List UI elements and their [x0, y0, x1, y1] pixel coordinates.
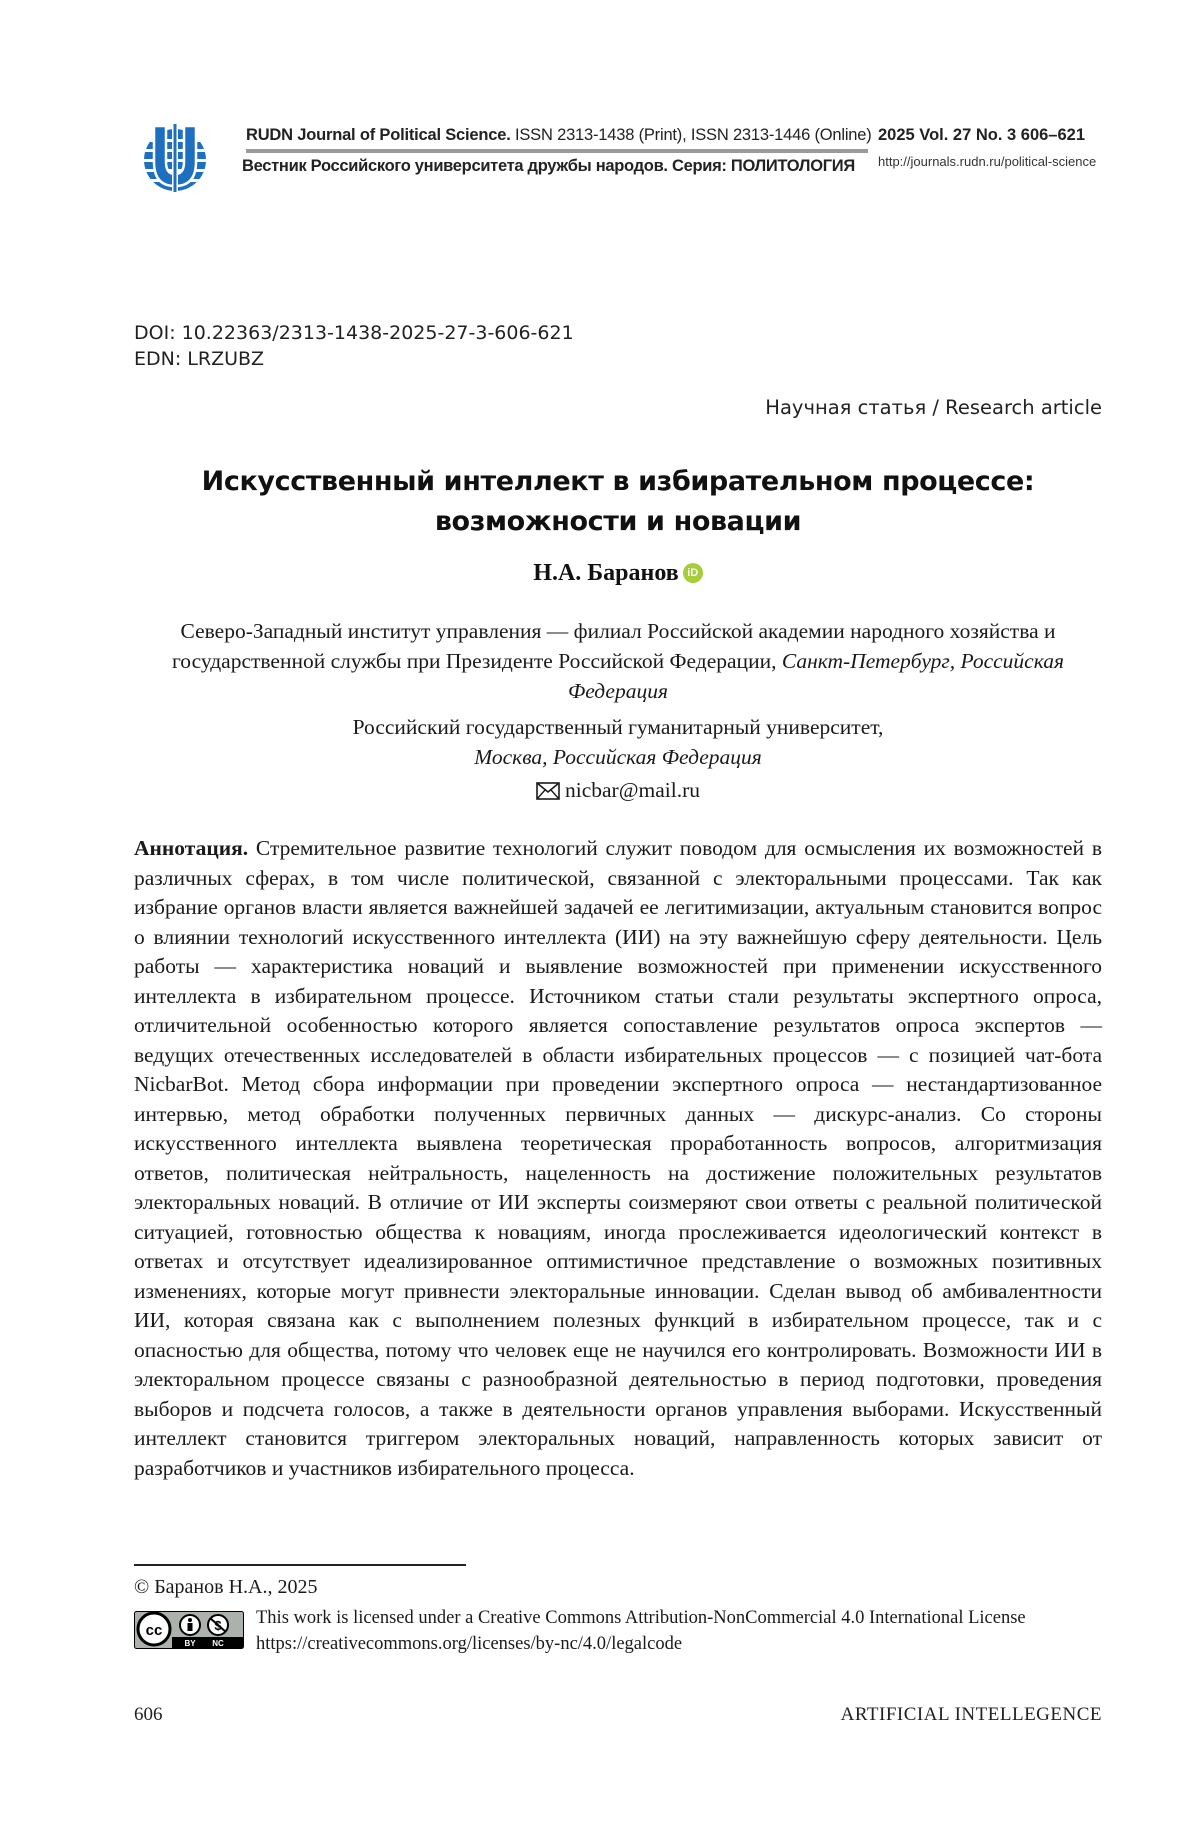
abstract	[134, 834, 1102, 1483]
author	[134, 560, 1102, 587]
abstract-text: Стремительное развитие технологий служит поводом для осмысления их возможностей в различных сферах, в том числе политической, связанной с электоральными процессами. Так как избрание органов власти является важнейшей задачей ее легитимизации, актуальным становится вопрос о влиянии технологий искусственного интеллекта (ИИ) на эту важнейшую сферу деятельности. Цель работы — характеристика новаций и выявление возможностей при применении искусственного интеллекта в избирательном процессе. Источником статьи стали результаты экспертного опроса, отличительной особенностью которого является сопоставление результатов опроса экспертов — ведущих отечественных исследователей в области избирательных процессов — с позицией чат-бота NicbarBot. Метод сбора информации при проведении экспертного опроса — нестандартизованное интервью, метод обработки полученных первичных данных — дискурс-анализ. Со стороны искусственного интеллекта выявлена теоретическая проработанность вопросов, алгоритмизация ответов, политическая нейтральность, нацеленность на достижение положительных результатов электоральных новаций. В отличие от ИИ эксперты соизмеряют свои ответы с реальной политической ситуацией, готовностью общества к новациям, иногда прослеживается идеологический контекст в ответах и отсутствует идеализированное оптимистичное представление о возможных позитивных изменениях, которые могут привнести электоральные инновации. Сделан вывод об амбивалентности ИИ, которая связана как с выполнением полезных функций в избирательном процессе, так и с опасностью для общества, потому что человек еще не научился его контролировать. Возможности ИИ в электоральном процессе связаны с разнообразной деятельностью в период подготовки, проведения выборов и подсчета голосов, а также в деятельности органов управления выборами. Искусственный интеллект становится триггером электоральных новаций, направленность которых зависит от разработчиков и участников избирательного процесса.	[134, 836, 1102, 1480]
license-statement: This work is licensed under a Creative Commons Attribution-NonCommercial 4.0 International License	[256, 1605, 1026, 1631]
cc-by-label: BY	[184, 1639, 196, 1648]
author-name: Н.А. Баранов	[533, 560, 678, 586]
article-type: Научная статья / Research article	[765, 396, 1102, 419]
running-title: ARTIFICIAL INTELLEGENCE	[841, 1704, 1102, 1726]
rudn-logo-icon	[132, 122, 218, 194]
affiliation-1-text: Северо-Западный институт управления — филиал Российской академии народного хозяйства и государственной службы при Президенте Российской Федерации,	[172, 619, 1055, 673]
journal-url[interactable]: http://journals.rudn.ru/political-science	[878, 154, 1096, 169]
doi-block	[134, 320, 574, 372]
email-address[interactable]: nicbar@mail.ru	[565, 778, 700, 802]
title-line-2: возможности и новации	[134, 502, 1102, 542]
title-line-1: Искусственный интеллект в избирательном процессе:	[134, 462, 1102, 502]
header-rule	[246, 149, 868, 153]
page-number: 606	[134, 1704, 163, 1726]
page	[0, 0, 1200, 1834]
journal-header-en	[246, 126, 872, 145]
issn: ISSN 2313-1438 (Print), ISSN 2313-1446 (Online)	[511, 126, 872, 144]
affiliation-1-location: Санкт-Петербург, Российская Федерация	[568, 649, 1064, 703]
abstract-label: Аннотация.	[134, 836, 248, 860]
cc-by-nc-badge-icon[interactable]	[134, 1611, 244, 1649]
orcid-icon[interactable]: iD	[683, 563, 703, 583]
envelope-icon	[536, 782, 560, 800]
issue-info: 2025 Vol. 27 No. 3 606–621	[878, 126, 1085, 145]
affiliation-2-text: Российский государственный гуманитарный университет,	[134, 712, 1102, 742]
journal-name-en: RUDN Journal of Political Science.	[246, 126, 511, 144]
affiliation-1	[134, 616, 1102, 706]
copyright: © Баранов Н.А., 2025	[134, 1576, 317, 1599]
article-title	[134, 462, 1102, 542]
cc-nc-label: NC	[212, 1639, 224, 1648]
footnote-rule	[134, 1564, 466, 1566]
journal-header-ru: Вестник Российского университета дружбы народов. Серия: ПОЛИТОЛОГИЯ	[242, 157, 855, 176]
cc-label: cc	[146, 1622, 163, 1639]
license-text	[256, 1605, 1026, 1657]
edn: EDN: LRZUBZ	[134, 346, 574, 372]
affiliation-2	[134, 712, 1102, 772]
affiliation-2-location: Москва, Российская Федерация	[474, 745, 762, 769]
doi[interactable]: DOI: 10.22363/2313-1438-2025-27-3-606-621	[134, 320, 574, 346]
email-line	[134, 778, 1102, 803]
license-url[interactable]: https://creativecommons.org/licenses/by-nc/4.0/legalcode	[256, 1631, 1026, 1657]
